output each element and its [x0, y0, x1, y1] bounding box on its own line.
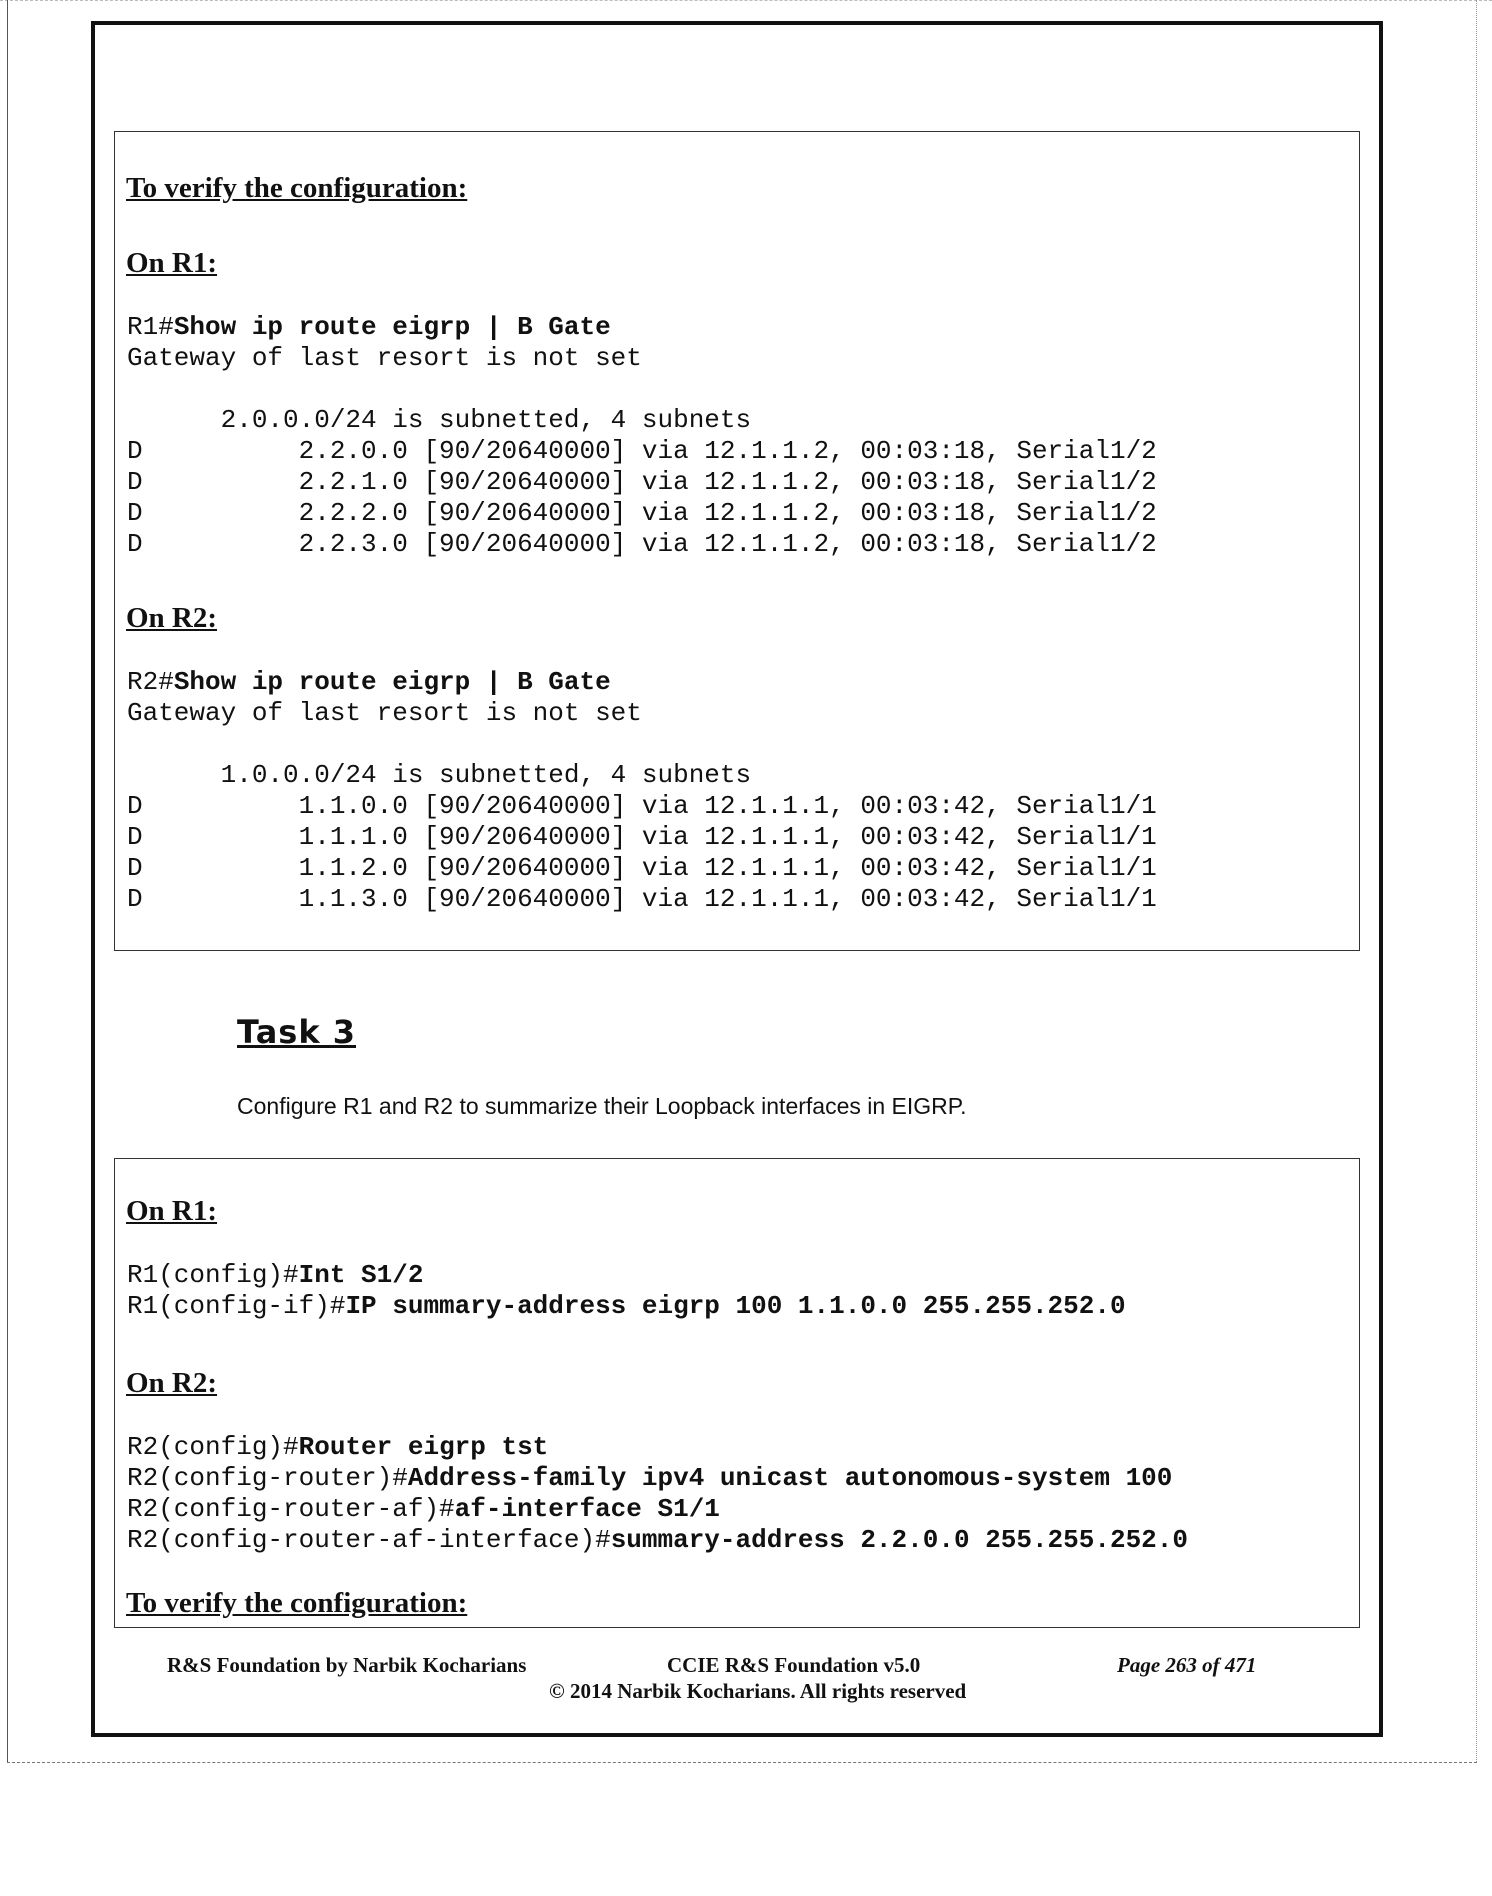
config-r1-heading: On R1: — [126, 1195, 218, 1227]
r1-route-row: D 2.2.0.0 [90/20640000] via 12.1.1.2, 00:03:18, Serial1/2 — [127, 436, 1157, 466]
scan-edge-top — [0, 0, 1492, 1]
r1-prompt: R1# — [127, 312, 174, 342]
task-description: Configure R1 and R2 to summarize their Loopback interfaces in EIGRP. — [237, 1093, 967, 1119]
r2-route-row: D 1.1.1.0 [90/20640000] via 12.1.1.1, 00:03:42, Serial1/1 — [127, 822, 1157, 852]
config-r2-line — [127, 1463, 1172, 1494]
config-command: IP summary-address eigrp 100 1.1.0.0 255.255.252.0 — [345, 1291, 1126, 1321]
verify-heading: To verify the configuration: — [126, 172, 468, 204]
config-verify-heading: To verify the configuration: — [126, 1587, 468, 1619]
config-prompt: R2(config)# — [127, 1432, 299, 1462]
config-command: af-interface S1/1 — [454, 1494, 720, 1524]
r1-command-line — [127, 312, 611, 343]
r2-prompt: R2# — [127, 667, 174, 697]
config-r1-line — [127, 1260, 423, 1291]
config-prompt: R1(config-if)# — [127, 1291, 346, 1321]
config-prompt: R2(config-router)# — [127, 1463, 408, 1493]
scan-edge-bottom — [7, 1762, 1477, 1763]
config-r2-line — [127, 1494, 720, 1525]
r2-gateway-line: Gateway of last resort is not set — [127, 698, 642, 728]
r2-route-row: D 1.1.0.0 [90/20640000] via 12.1.1.1, 00:03:42, Serial1/1 — [127, 791, 1157, 821]
r1-gateway-line: Gateway of last resort is not set — [127, 343, 642, 373]
r1-route-row: D 2.2.3.0 [90/20640000] via 12.1.1.2, 00:03:18, Serial1/2 — [127, 529, 1157, 559]
r2-route-row: D 1.1.3.0 [90/20640000] via 12.1.1.1, 00:03:42, Serial1/1 — [127, 884, 1157, 914]
config-r2-line — [127, 1432, 548, 1463]
config-prompt: R2(config-router-af-interface)# — [127, 1525, 611, 1555]
r1-command: Show ip route eigrp | B Gate — [173, 312, 611, 342]
footer-copyright: © 2014 Narbik Kocharians. All rights reserved — [549, 1679, 967, 1703]
config-command: summary-address 2.2.0.0 255.255.252.0 — [610, 1525, 1188, 1555]
r1-subnet-line: 2.0.0.0/24 is subnetted, 4 subnets — [127, 405, 752, 435]
task-title: Task 3 — [237, 1013, 357, 1051]
config-command: Address-family ipv4 unicast autonomous-system 100 — [407, 1463, 1173, 1493]
footer-author: R&S Foundation by Narbik Kocharians — [167, 1653, 527, 1677]
scan-edge-right — [1476, 0, 1477, 1762]
r2-subnet-line: 1.0.0.0/24 is subnetted, 4 subnets — [127, 760, 752, 790]
r2-route-row: D 1.1.2.0 [90/20640000] via 12.1.1.1, 00:03:42, Serial1/1 — [127, 853, 1157, 883]
config-panel — [114, 1158, 1360, 1628]
config-command: Int S1/2 — [298, 1260, 424, 1290]
config-r2-heading: On R2: — [126, 1367, 218, 1399]
r1-route-row: D 2.2.2.0 [90/20640000] via 12.1.1.2, 00:03:18, Serial1/2 — [127, 498, 1157, 528]
r1-route-row: D 2.2.1.0 [90/20640000] via 12.1.1.2, 00:03:18, Serial1/2 — [127, 467, 1157, 497]
r2-command: Show ip route eigrp | B Gate — [173, 667, 611, 697]
config-r1-line — [127, 1291, 1126, 1322]
r2-command-line — [127, 667, 611, 698]
r2-heading: On R2: — [126, 602, 218, 634]
config-r2-line — [127, 1525, 1188, 1556]
footer-book-title: CCIE R&S Foundation v5.0 — [667, 1653, 921, 1677]
r1-heading: On R1: — [126, 247, 218, 279]
footer-page-number: Page 263 of 471 — [1117, 1653, 1257, 1677]
scan-edge-left — [7, 0, 8, 1762]
config-prompt: R2(config-router-af)# — [127, 1494, 455, 1524]
config-prompt: R1(config)# — [127, 1260, 299, 1290]
config-command: Router eigrp tst — [298, 1432, 549, 1462]
